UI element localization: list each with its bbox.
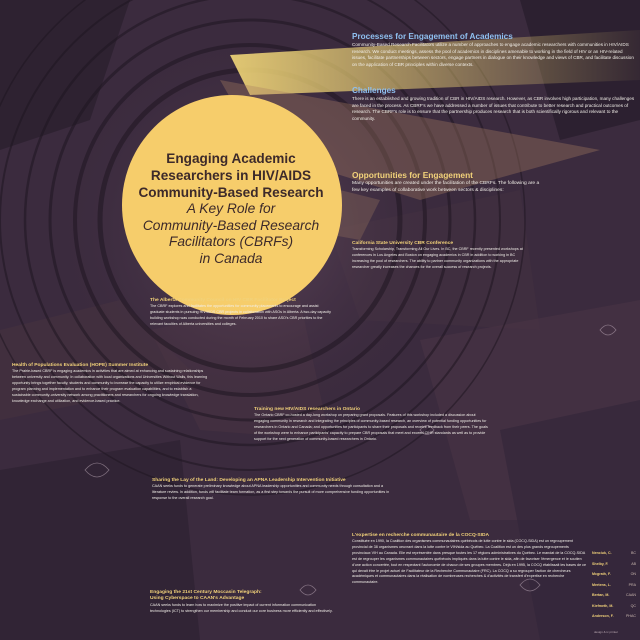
apna-section (152, 477, 390, 502)
alberta-text: The CBRF explores and facilitates the opportunities for community placements to encourage and assist graduate students in pursuing HIV/AIDS CBR projects in collaboration with ASOs in Alberta. A two-day capacity building workshop was conducted during the month of February 2010 to share ASO's CBR priorities to the relevant faculties of Alberta universities and colleges. (150, 304, 331, 326)
ontario-text: The Ontario CBRF co-hosted a day-long workshop on preparing grant proposals. Features of this workshop included a discussion about engaging community in research and integrating the principles of community-based research, an overview of potential funding opportunities for researchers in Ontario and Canada; and opportunities for participants to share their proposals and receive feedback from their peers. The goals of the workshop were to enhance participants' capacity to prepare CBR proposals that meet and exceed CIHR standards as well as to provide support for the next generation of community-based researchers in Ontario. (254, 413, 488, 441)
author-list (592, 548, 636, 622)
processes-heading: Processes for Engagement of Academics (352, 32, 513, 41)
cocqsida-heading: L'expertise en recherche communautaire de la COCQ-SIDA (352, 533, 490, 538)
hope-heading: Health of Populations Evaluation (HOPE) Summer Institute (12, 363, 149, 368)
author-row: Shelby, F. AB (592, 561, 636, 566)
apna-text: CAAN seeks funds to generate preliminary knowledge about APNA leadership opportunities and community needs through consultation and a literature review. In addition, funds will facilitate team formation, as a first step towards the pursuit of more comprehensive funding opportunities in response to the overall research goal. (152, 484, 390, 500)
challenges-heading: Challenges (352, 86, 396, 95)
author-row: Kiefmeth, M. QC (592, 603, 636, 608)
alberta-heading: The Alberta Community Council on HIV CBR Facilitator Project (150, 298, 296, 303)
author-row: Bertan, M. CAAN (592, 593, 636, 597)
subtitle-line-1: A Key Role for (186, 201, 276, 216)
alberta-section (150, 297, 332, 328)
opportunities-section (352, 170, 542, 194)
california-text: Transforming Scholarship, Transforming All Our Lives. In BC, the CBRF recently presented workshops at conferences in Los Angeles and Boston on engaging academics in CBR in addition to working in BC increasing the pool of researchers. The ability to partner community organizations with the appropriate researcher greatly increases the chances for the overall success of research projects. (352, 247, 523, 269)
challenges-text: There is an established and growing tradition of CBR in HIV/AIDS research. However, as CBR involves high participation, many challenges are faced in the process. As CBRF's we have addressed a number of issues that contribute to better research and practical outcomes of research. The CBRF's role is to ensure that the partnership produces research that is both scientifically rigorous and relevant to the community. (352, 96, 635, 121)
challenges-section (352, 86, 636, 122)
telegraph-section (150, 590, 336, 615)
hope-text: The Prairie-based CBRF is engaging academics in activities that are aimed at enhancing and sustaining relationships between university and community. In collaboration with local organizations and Universities Without Walls, this learning opportunity brings together faculty, students and community to increase the capacity to utilize empirical evidence for program planning and implementation and to enhance their program evaluation capabilities, and to establish a sustainable community-university network among practitioners and researchers for ongoing knowledge translation, knowledge exchange and utilization, and evidence-based practice. (12, 369, 208, 403)
processes-text: Community-Based Research Facilitators utilize a number of approaches to engage academic researchers with communities in HIV/AIDS research. We conduct meetings, assess the pool of academics in disciplines amenable to working in the field of HIV or an HIV-related issues, facilitate partnerships between sectors, engage partners in dialogue on their knowledge and views of CBR, and facilitate discussion on the application of CBR principles within diverse contexts. (352, 42, 634, 67)
subtitle-line-2: Community-Based Research (142, 217, 320, 233)
opportunities-heading: Opportunities for Engagement (352, 170, 473, 180)
ontario-heading: Training new HIV/AIDS researchers in Ontario (254, 407, 360, 412)
title-line-3: Community-Based Research (138, 185, 324, 200)
telegraph-heading-1: Engaging the 21st Century Moccasin Telegraph: (150, 590, 262, 595)
title-line-2: Researchers in HIV/AIDS (150, 168, 312, 183)
author-row: Nenciuk, C. BC (592, 551, 636, 555)
poster-title (118, 150, 344, 267)
california-section (352, 240, 530, 271)
author-row: Mcgrath, F. ON (592, 572, 636, 576)
subtitle-line-4: in Canada (199, 250, 263, 266)
telegraph-text: CAAN seeks funds to learn how to maximize the positive impact of current information communication technologies (ICT) to strengthen our membership and conduct our core business more efficiently and effectively. (150, 602, 333, 613)
california-heading: California State University CBR Conference (352, 241, 454, 246)
subtitle-line-3: Facilitators (CBRFs) (168, 234, 294, 249)
cocqsida-text: Constituée en 1990, la Coalition des organismes communautaires québécois de lutte contre le sida (COCQ-SIDA) est un regroupement provincial de 38 organismes oeuvrant dans la lutte contre le VIH/sida au Québec. La Coalition est un des plus grands regroupements provinciaux VIH au Canada. Elle est représentée dans presque toutes les 17 régions administratives du Québec. Le mandat de la COCQ-SIDA est de regrouper les organismes communautaires québécois impliqués dans la lutte contre le sida, afin de favoriser l'émergence et le soutien d'une action concertée, tout en respectant l'autonomie de chacun de ses groupes membres. Déjà en 1995, la COCQ établissait les bases de ce qui devait être le projet actuel de Facilitateur de la Recherche Communautaire (FRC). La COCQ a su regrouper l'action de chercheurs académiques et communautaires dans la réalisation de nombreuses recherches & d'activités de transfert d'expertise en recherche communautaire. (352, 539, 587, 585)
ontario-section (254, 406, 490, 443)
footer-note: design & ic printer (594, 630, 619, 634)
cocqsida-section (352, 532, 588, 586)
opportunities-text: Many opportunities are created under the facilitation of the CBRFs. The following are a few key examples of collaborative work between sectors & disciplines: (352, 181, 540, 194)
author-row: Mertens, L. PRA (592, 582, 636, 587)
telegraph-heading-2: Using Cyberspace to CAAN's Advantage (150, 596, 245, 602)
processes-section (352, 32, 636, 68)
hope-section (12, 362, 208, 404)
apna-heading: Sharing the Lay of the Land: Developing an APNA Leadership Intervention Initiative (152, 478, 346, 483)
title-line-1: Engaging Academic (166, 151, 296, 166)
author-row: Anderson, F. PHAC (592, 614, 636, 618)
